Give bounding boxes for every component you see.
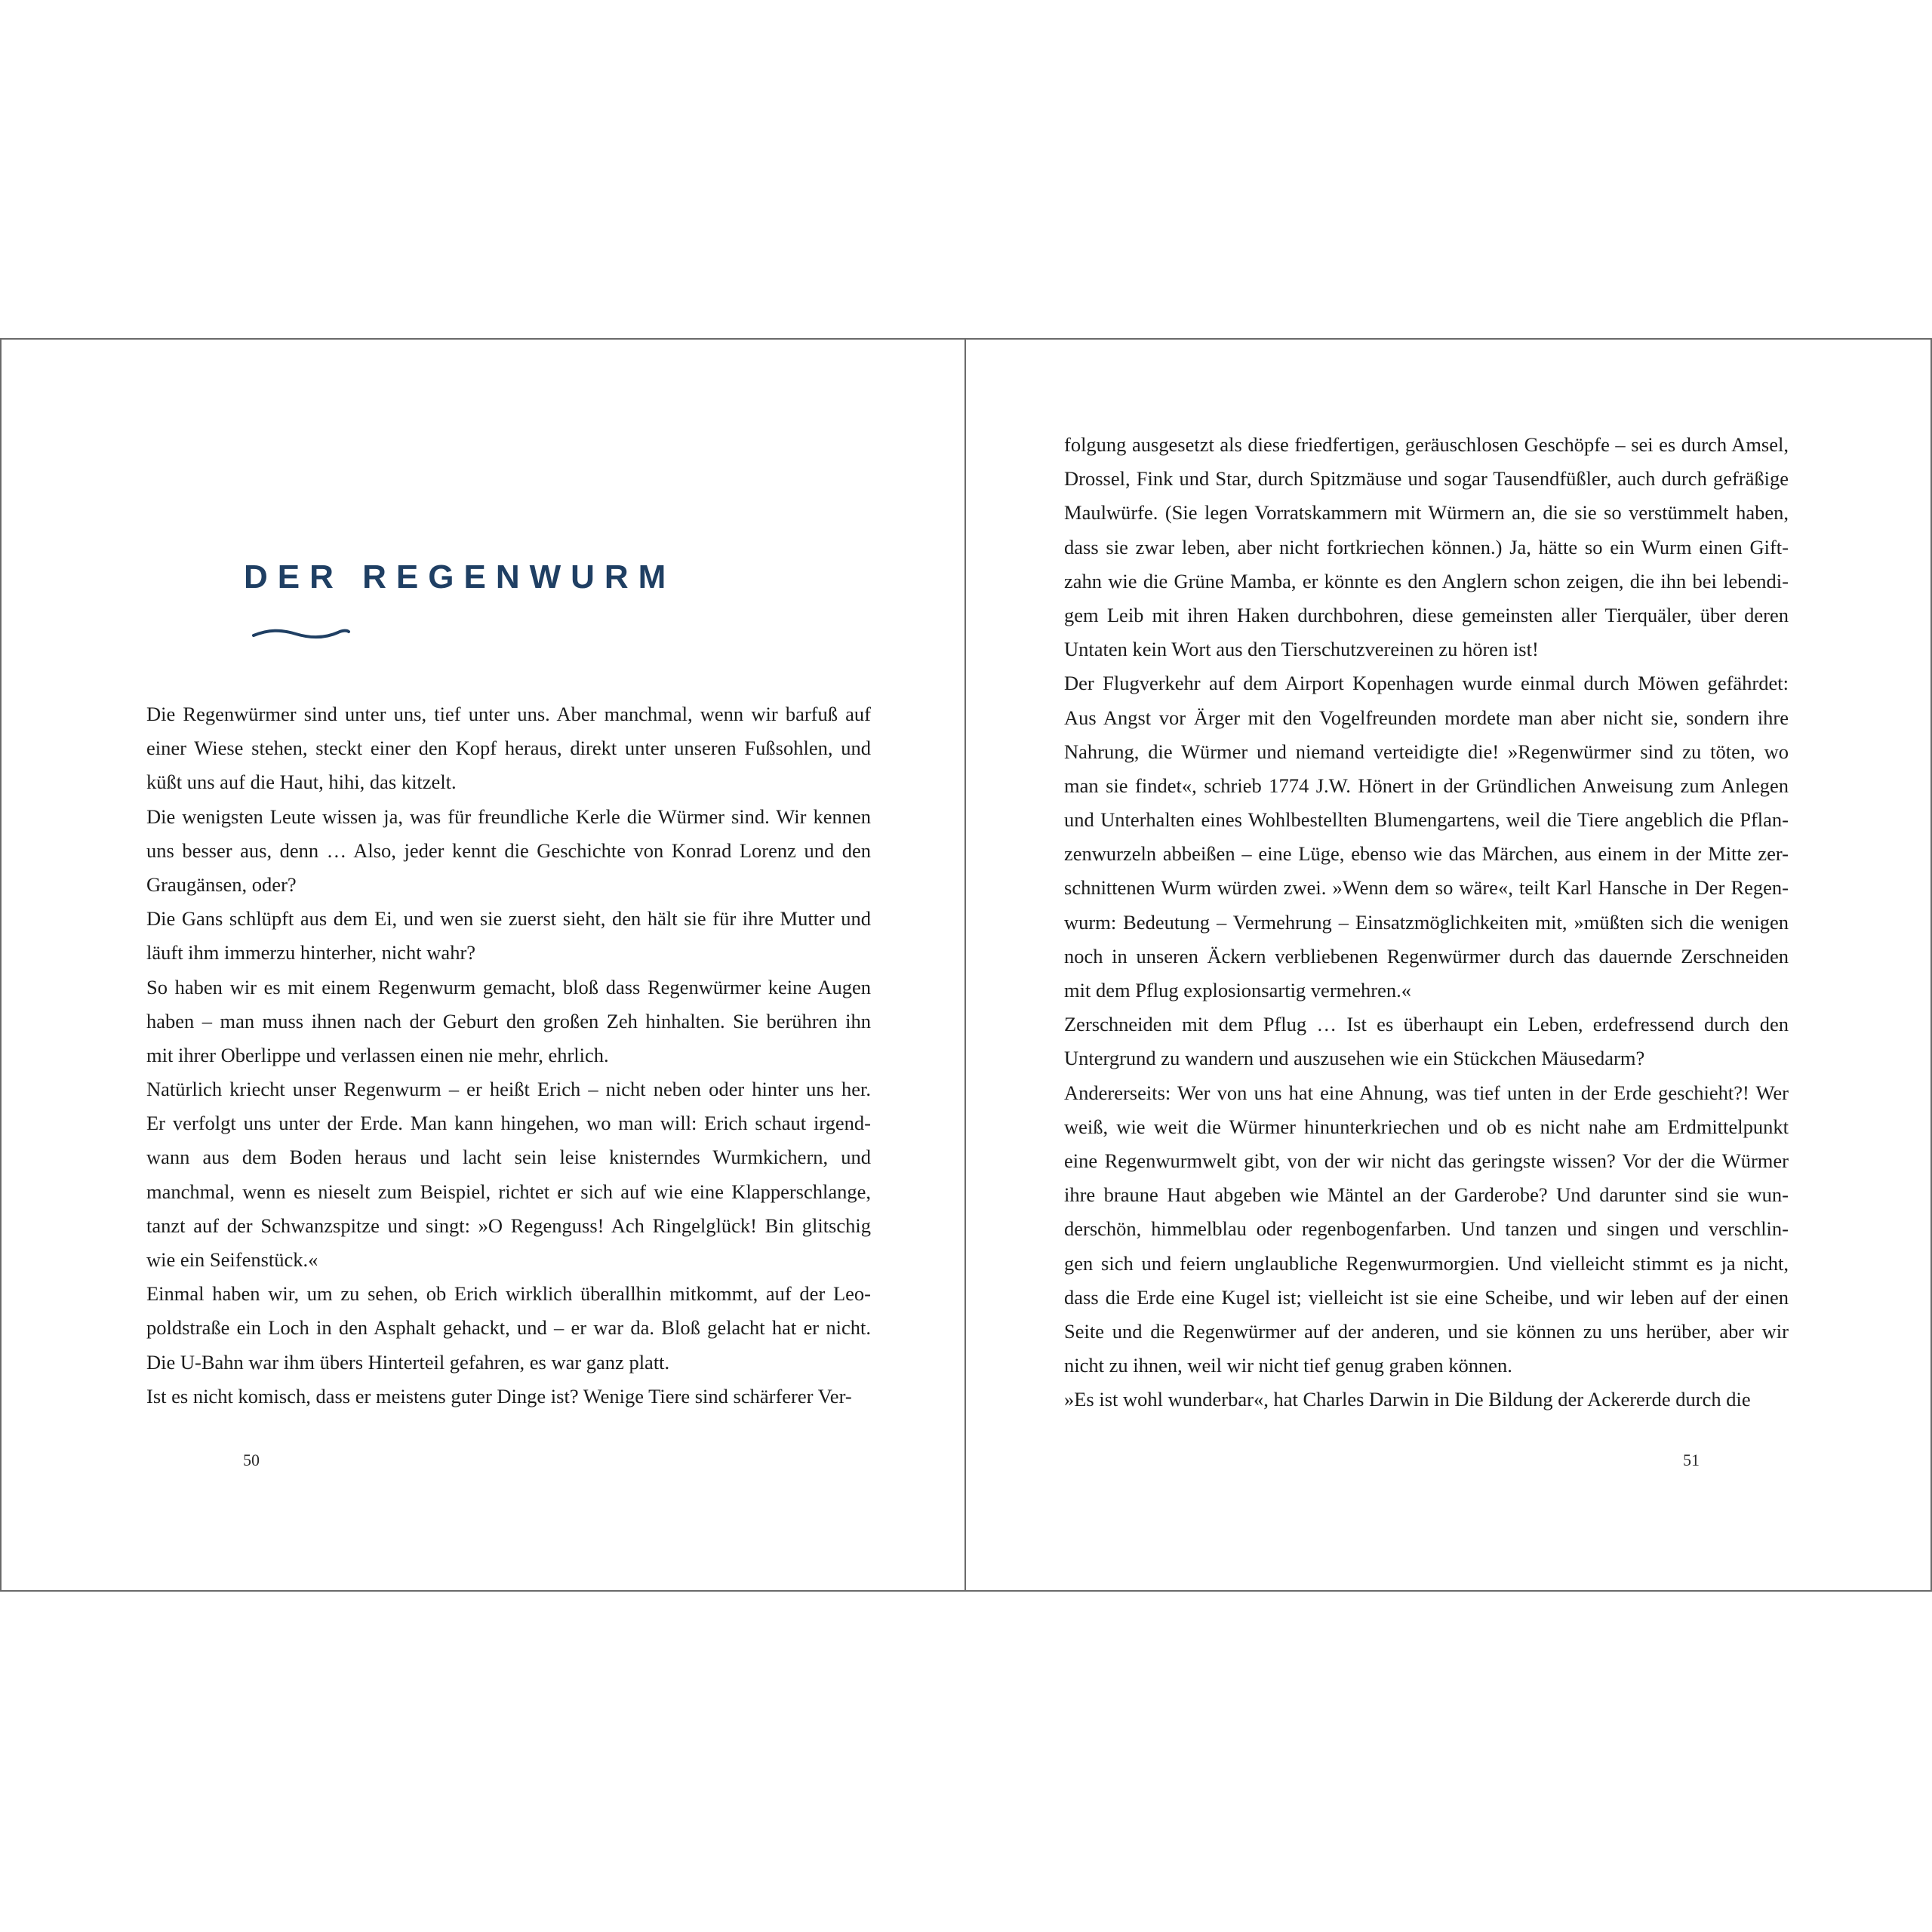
text-line: Untergrund zu wandern und auszusehen wie ein Stückchen Mäusedarm? (1064, 1047, 1645, 1070)
text-line: wie ein Seifenstück.« (146, 1248, 318, 1271)
text-line: Nahrung, die Würmer und niemand verteidigte die! »Regenwürmer sind zu töten, wo (1064, 740, 1789, 763)
text-line: eine Regenwurmwelt gibt, von der wir nicht das geringste wissen? Vor der die Würmer (1064, 1149, 1789, 1172)
text-line: läuft ihm immerzu hinterher, nicht wahr? (146, 941, 476, 964)
text-line: Graugänsen, oder? (146, 872, 297, 896)
text-line: Zerschneiden mit dem Pflug … Ist es überhaupt ein Leben, erdefressend durch den (1064, 1013, 1789, 1036)
chapter-title: DER REGENWURM (244, 558, 676, 595)
text-line: uns besser aus, denn … Also, jeder kennt die Geschichte von Konrad Lorenz und den (146, 838, 871, 862)
text-line: Die Regenwürmer sind unter uns, tief unter uns. Aber manchmal, wenn wir barfuß auf (146, 703, 871, 725)
left-page (0, 338, 966, 1592)
text-line: dass sie zwar leben, aber nicht fortkriechen können.) Ja, hätte so ein Wurm einen Gift- (1064, 535, 1789, 558)
book-spread (0, 338, 1932, 1593)
text-line: derschön, himmelblau oder regenbogenfarben. Und tanzen und singen und verschlin- (1064, 1217, 1789, 1241)
text-line: zenwurzeln abbeißen – eine Lüge, ebenso wie das Märchen, aus einem in der Mitte zer- (1064, 842, 1789, 866)
text-line: gem Leib mit ihren Haken durchbohren, diese gemeinsten aller Tierquäler, über deren (1064, 603, 1789, 626)
page-number-left: 50 (243, 1451, 260, 1469)
text-line: Natürlich kriecht unser Regenwurm – er heißt Erich – nicht neben oder hinter uns her. (146, 1078, 871, 1101)
text-line: weiß, wie weit die Würmer hinunterkriechen und ob es nicht nahe am Erdmittelpunkt (1064, 1115, 1789, 1138)
text-line: Er verfolgt uns unter der Erde. Man kann hingehen, wo man will: Erich schaut irgend- (146, 1112, 871, 1135)
text-line: ihre braune Haut abgeben wie Mäntel an der Garderobe? Und darunter sind sie wun- (1064, 1183, 1789, 1207)
text-line: poldstraße ein Loch in den Asphalt gehackt, und – er war da. Bloß gelacht hat er nicht. (146, 1316, 871, 1340)
text-line: man sie findet«, schrieb 1774 J.W. Hönert in der Gründlichen Anweisung zum Anlegen (1064, 774, 1789, 797)
right-body-text (1064, 428, 1789, 1417)
text-line: mit ihrer Oberlippe und verlassen einen nie mehr, ehrlich. (146, 1043, 609, 1066)
page-number-right: 51 (1683, 1451, 1700, 1469)
text-line: Untaten kein Wort aus den Tierschutzvereinen zu hören ist! (1064, 638, 1539, 661)
wave-ornament-icon (252, 625, 350, 641)
text-line: Seite und die Regenwürmer auf der anderen, und sie können zu uns herüber, aber wir (1064, 1319, 1789, 1343)
text-line: und Unterhalten eines Wohlbestellten Blumengartens, weil die Tiere angeblich die Pflan- (1064, 808, 1789, 832)
text-line: Die U-Bahn war ihm übers Hinterteil gefahren, es war ganz platt. (146, 1350, 670, 1374)
right-page (964, 338, 1932, 1592)
text-line: Ist es nicht komisch, dass er meistens guter Dinge ist? Wenige Tiere sind schärferer Ver- (146, 1384, 852, 1407)
text-line: »Es ist wohl wunderbar«, hat Charles Darwin in Die Bildung der Ackererde durch die (1064, 1388, 1751, 1411)
text-line: mit dem Pflug explosionsartig vermehren.« (1064, 979, 1411, 1001)
text-line: folgung ausgesetzt als diese friedfertigen, geräuschlosen Geschöpfe – sei es durch Amsel, (1064, 433, 1789, 456)
text-line: Aus Angst vor Ärger mit den Vogelfreunden mordete man aber nicht sie, sondern ihre (1064, 706, 1789, 729)
text-line: gen sich und feiern unglaubliche Regenwurmorgien. Und vielleicht stimmt es ja nicht, (1064, 1251, 1789, 1275)
text-line: Die Gans schlüpft aus dem Ei, und wen sie zuerst sieht, den hält sie für ihre Mutter und (146, 907, 871, 931)
text-line: Einmal haben wir, um zu sehen, ob Erich wirklich überallhin mitkommt, auf der Leo- (146, 1282, 871, 1306)
text-line: tanzt auf der Schwanzspitze und singt: »O Regenguss! Ach Ringelglück! Bin glitschig (146, 1214, 871, 1237)
text-line: dass die Erde eine Kugel ist; vielleicht ist sie eine Scheibe, und wir leben auf der einen (1064, 1285, 1789, 1309)
text-line: noch in unseren Äckern verbliebenen Regenwürmer durch das dauernde Zerschneiden (1064, 944, 1789, 968)
left-body-text (146, 697, 871, 1414)
text-line: Drossel, Fink und Star, durch Spitzmäuse und sogar Tausendfüßler, auch durch gefräßige (1064, 467, 1789, 491)
text-line: wurm: Bedeutung – Vermehrung – Einsatzmöglichkeiten mit, »müßten sich die wenigen (1064, 910, 1789, 934)
text-line: Andererseits: Wer von uns hat eine Ahnung, was tief unten in der Erde geschieht?! Wer (1064, 1081, 1789, 1104)
text-line: So haben wir es mit einem Regenwurm gemacht, bloß dass Regenwürmer keine Augen (146, 975, 871, 998)
text-line: Der Flugverkehr auf dem Airport Kopenhagen wurde einmal durch Möwen gefährdet: (1064, 672, 1789, 695)
text-line: wann aus dem Boden heraus und lacht sein leise knisterndes Wurmkichern, und (146, 1146, 871, 1169)
text-line: haben – man muss ihnen nach der Geburt den großen Zeh hinhalten. Sie berühren ihn (146, 1009, 871, 1032)
text-line: Die wenigsten Leute wissen ja, was für freundliche Kerle die Würmer sind. Wir kennen (146, 804, 871, 828)
text-line: schnittenen Wurm würden zwei. »Wenn dem so wäre«, teilt Karl Hansche in Der Regen- (1064, 876, 1789, 900)
text-line: zahn wie die Grüne Mamba, er könnte es den Anglern schon zeigen, die ihn bei lebendi- (1064, 569, 1789, 592)
text-line: einer Wiese stehen, steckt einer den Kopf heraus, direkt unter unseren Fußsohlen, und (146, 737, 871, 760)
text-line: manchmal, wenn es nieselt zum Beispiel, richtet er sich auf wie eine Klapperschlange, (146, 1180, 871, 1203)
text-line: Maulwürfe. (Sie legen Vorratskammern mit Würmern an, die sie so verstümmelt haben, (1064, 501, 1789, 525)
text-line: nicht zu ihnen, weil wir nicht tief genug graben können. (1064, 1354, 1512, 1377)
text-line: küßt uns auf die Haut, hihi, das kitzelt. (146, 771, 457, 794)
